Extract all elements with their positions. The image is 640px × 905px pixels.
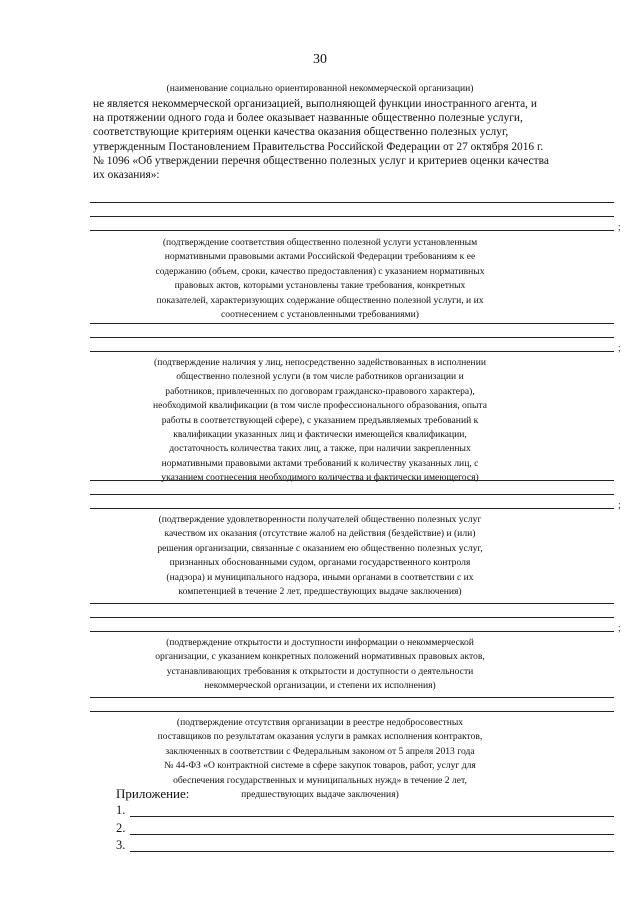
intro-line: № 1096 «Об утверждении перечня общественно полезных услуг и критериев оценки качества: [93, 154, 549, 167]
fill-in-line: [90, 603, 614, 604]
fill-in-line: [90, 337, 614, 338]
attachment-fill-line: [130, 851, 614, 852]
caption-line: компетенцией в течение 2 лет, предшествующих выдаче заключения): [178, 586, 462, 598]
fill-in-line: [90, 323, 614, 324]
caption-line: показателей, характеризующих содержание общественно полезной услуги, и их: [156, 294, 484, 306]
caption-line: № 44-ФЗ «О контрактной системе в сфере закупок товаров, работ, услуг для: [164, 760, 476, 772]
attachment-item-number: 2.: [116, 821, 126, 835]
attachment-fill-line: [130, 816, 614, 817]
org-name-caption: (наименование социально ориентированной некоммерческой организации): [166, 83, 474, 94]
caption-line: соотнесением с установленными требованиями): [221, 309, 419, 321]
section-caption-openness: [0, 636, 640, 694]
attachment-item-number: 1.: [116, 803, 126, 817]
caption-line: заключенных в соответствии с Федеральным законом от 5 апреля 2013 года: [165, 745, 475, 757]
caption-line: общественно полезной услуги (в том числе работников организации и: [176, 371, 464, 383]
intro-line: не является некоммерческой организацией, выполняющей функции иностранного агента, и: [93, 98, 537, 110]
fill-in-line: [90, 494, 614, 495]
fill-in-line: [90, 202, 614, 203]
intro-line: утвержденным Постановлением Правительства Российской Федерации от 27 октября 2016 г.: [93, 140, 544, 153]
caption-line: нормативными правовыми актами требований к количеству указанных лиц, с: [161, 457, 479, 469]
fill-in-line: [90, 697, 614, 698]
caption-line: правовых актов, которыми установлены такие требования, конкретных: [174, 280, 466, 292]
fill-in-line: [90, 480, 614, 481]
caption-line: (подтверждение отсутствия организации в реестре недобросовестных: [176, 717, 464, 728]
caption-line: решения организации, связанные с оказанием ею общественно полезных услуг,: [157, 542, 483, 554]
caption-line: организации, с указанием конкретных положений нормативных правовых актов,: [155, 651, 485, 663]
fill-in-line: [90, 617, 614, 618]
line-end-mark: ;: [618, 343, 621, 354]
section-caption-registry: [0, 716, 640, 802]
fill-in-line: [90, 711, 614, 712]
caption-line: поставщиков по результатам оказания услуги в рамках исполнения контрактов,: [157, 731, 483, 743]
section-caption-staff: [0, 356, 640, 486]
caption-line: обеспечения государственных и муниципальных нужд» в течение 2 лет,: [173, 774, 467, 786]
caption-line: качеством их оказания (отсутствие жалоб на действия (бездействие) и (или): [164, 528, 476, 540]
line-end-mark: ;: [618, 623, 621, 634]
caption-line: некоммерческой организации, и степени их исполнения): [204, 680, 436, 692]
caption-line: достаточность количества таких лиц, а также, при наличии закрепленных: [169, 443, 471, 455]
caption-line: устанавливающих требования к открытости и доступности о деятельности: [166, 665, 474, 677]
caption-line: (подтверждение открытости и доступности информации о некоммерческой: [166, 637, 474, 648]
attachment-fill-line: [130, 834, 614, 835]
intro-line: на протяжении одного года и более оказывает названные общественно полезные услуги,: [93, 112, 523, 125]
caption-line: (подтверждение удовлетворенности получателей общественно полезных услуг: [158, 514, 482, 525]
caption-line: квалификации указанных лиц и фактически имеющейся квалификации,: [173, 429, 467, 441]
fill-in-line: [90, 631, 614, 632]
caption-line: (надзора) и муниципального надзора, иными органами в соответствии с их: [166, 571, 474, 583]
fill-in-line: [90, 508, 614, 509]
intro-line: соответствующие критериям оценки качества оказания общественно полезных услуг,: [93, 126, 509, 139]
section-caption-satisfaction: [0, 513, 640, 599]
attachment-item-number: 3.: [116, 838, 126, 852]
caption-line: работы в соответствующей сфере), с указанием предъявляемых требований к: [161, 414, 479, 426]
intro-line: их оказания»:: [93, 169, 160, 182]
intro-paragraph: [93, 97, 549, 182]
caption-line: нормативными правовыми актами Российской Федерации требованиям к ее: [164, 251, 476, 263]
caption-line: (подтверждение наличия у лиц, непосредственно задействованных в исполнении: [154, 357, 486, 368]
fill-in-line: [90, 351, 614, 352]
caption-line: предшествующих выдаче заключения): [241, 789, 399, 801]
attachments-title: Приложение:: [116, 786, 190, 801]
caption-line: содержанию (объем, сроки, качество предоставления) с указанием нормативных: [155, 265, 485, 277]
section-caption-quality: [0, 236, 640, 322]
caption-line: необходимой квалификации (в том числе профессионального образования, опыта: [153, 400, 487, 412]
page-number: 30: [313, 52, 327, 67]
caption-line: признанных обоснованными судом, органами государственного контроля: [169, 557, 471, 569]
caption-line: работников, привлеченных по договорам гражданско-правового характера),: [165, 385, 475, 397]
fill-in-line: [90, 230, 614, 231]
caption-line: указанием соотнесения необходимого количества и фактически имеющегося): [161, 472, 479, 484]
line-end-mark: ;: [618, 500, 621, 511]
line-end-mark: ;: [618, 222, 621, 233]
caption-line: (подтверждение соответствия общественно полезной услуги установленным: [162, 237, 478, 248]
fill-in-line: [90, 216, 614, 217]
